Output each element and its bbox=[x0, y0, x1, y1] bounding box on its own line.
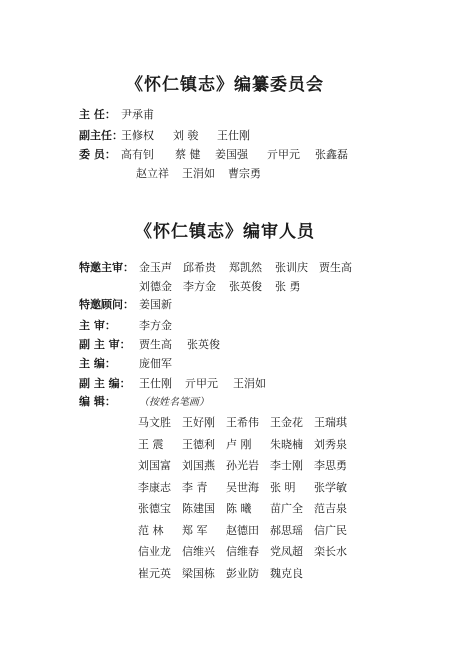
advisor-names bbox=[139, 298, 172, 312]
person-name: 庞佃军 bbox=[139, 357, 172, 370]
editors-grid-row bbox=[138, 436, 358, 458]
person-name: 姜国强 bbox=[215, 148, 248, 161]
person-name: 范 林 bbox=[138, 523, 164, 537]
members-names-1 bbox=[121, 148, 363, 162]
editors-grid-row bbox=[138, 414, 358, 436]
person-name: 张训庆 bbox=[275, 261, 308, 274]
person-name: 赵立祥 bbox=[136, 167, 169, 180]
reviewer-label: 主 审： bbox=[79, 319, 116, 332]
person-name: 贾生高 bbox=[319, 261, 352, 274]
person-name: 信维兴 bbox=[182, 545, 215, 558]
editor-in-chief-names bbox=[139, 357, 172, 371]
deputy-editor-label: 副 主 编： bbox=[79, 377, 131, 390]
person-name: 王好刚 bbox=[182, 416, 215, 429]
person-name: 王 震 bbox=[138, 437, 164, 451]
person-name: 魏克良 bbox=[270, 566, 303, 580]
committee-title: 《怀仁镇志》编纂委员会 bbox=[126, 75, 324, 95]
person-name: 王金花 bbox=[270, 416, 303, 429]
chief-reviewers-names-2 bbox=[139, 280, 319, 294]
person-name: 尹承甫 bbox=[121, 108, 154, 121]
editors-grid-row bbox=[138, 565, 358, 587]
person-name: 卢 刚 bbox=[226, 437, 252, 451]
deputy-label: 副主任： bbox=[79, 129, 123, 142]
person-name: 李思勇 bbox=[314, 459, 347, 472]
person-name: 孙光岩 bbox=[226, 459, 259, 472]
person-name: 李 青 bbox=[182, 480, 208, 494]
person-name: 王希伟 bbox=[226, 416, 259, 429]
person-name: 姜国新 bbox=[139, 298, 172, 311]
person-name: 刘德金 bbox=[139, 280, 172, 293]
editors-grid bbox=[138, 414, 358, 586]
editors-note: （按姓名笔画） bbox=[139, 397, 209, 408]
person-name: 马文胜 bbox=[138, 416, 171, 429]
editors-grid-row bbox=[138, 479, 358, 501]
person-name: 刘国富 bbox=[138, 459, 171, 472]
person-name: 张鑫磊 bbox=[315, 148, 348, 161]
person-name: 彭业防 bbox=[226, 566, 259, 580]
person-name: 范吉泉 bbox=[314, 502, 347, 515]
director-label: 主 任： bbox=[79, 108, 116, 121]
deputy-reviewer-label: 副 主 审： bbox=[79, 338, 131, 351]
deputy-names bbox=[121, 129, 265, 143]
person-name: 信广民 bbox=[314, 523, 347, 537]
person-name: 王仕刚 bbox=[139, 377, 172, 390]
person-name: 苗广全 bbox=[270, 502, 303, 515]
person-name: 郑 军 bbox=[182, 523, 208, 537]
person-name: 亓甲元 bbox=[185, 377, 218, 390]
person-name: 王涓如 bbox=[233, 377, 266, 390]
chief-reviewers-names-1 bbox=[139, 261, 363, 275]
person-name: 邱希贵 bbox=[183, 261, 216, 274]
person-name: 贾生高 bbox=[139, 338, 172, 351]
reviewer-names bbox=[139, 319, 172, 333]
person-name: 朱晓楠 bbox=[270, 437, 303, 451]
chief-reviewers-label: 特邀主审： bbox=[79, 261, 134, 274]
person-name: 蔡 健 bbox=[175, 148, 201, 161]
person-name: 党凤超 bbox=[270, 545, 303, 558]
person-name: 李方金 bbox=[139, 319, 172, 332]
person-name: 赵德田 bbox=[226, 523, 259, 537]
advisor-label: 特邀顾问： bbox=[79, 298, 134, 311]
person-name: 亓甲元 bbox=[267, 148, 300, 161]
person-name: 张德宝 bbox=[138, 502, 171, 515]
person-name: 高有钊 bbox=[121, 148, 154, 161]
review-title: 《怀仁镇志》编审人员 bbox=[135, 222, 315, 242]
person-name: 信维春 bbox=[226, 545, 259, 558]
person-name: 梁国栋 bbox=[182, 566, 215, 580]
person-name: 曹宗勇 bbox=[228, 167, 261, 180]
person-name: 栾长水 bbox=[314, 545, 347, 558]
person-name: 王德利 bbox=[182, 437, 215, 451]
editors-grid-row bbox=[138, 522, 358, 544]
person-name: 李方金 bbox=[183, 280, 216, 293]
person-name: 信业龙 bbox=[138, 545, 171, 558]
director-names bbox=[121, 108, 154, 122]
editors-grid-row bbox=[138, 543, 358, 565]
person-name: 王瑞琪 bbox=[314, 416, 347, 429]
person-name: 刘秀泉 bbox=[314, 437, 347, 451]
person-name: 刘 骏 bbox=[173, 129, 199, 142]
person-name: 王仕刚 bbox=[217, 129, 250, 142]
person-name: 陈 曦 bbox=[226, 502, 252, 515]
editor-in-chief-label: 主 编： bbox=[79, 357, 116, 370]
person-name: 郝思瑶 bbox=[270, 523, 303, 537]
person-name: 张英俊 bbox=[229, 280, 262, 293]
person-name: 张 勇 bbox=[275, 280, 301, 293]
members-names-2 bbox=[136, 167, 276, 181]
person-name: 金玉声 bbox=[139, 261, 172, 274]
person-name: 崔元英 bbox=[138, 566, 171, 580]
person-name: 王修权 bbox=[121, 129, 154, 142]
person-name: 王涓如 bbox=[182, 167, 215, 180]
person-name: 郑凯然 bbox=[229, 261, 262, 274]
deputy-reviewer-names bbox=[139, 338, 235, 352]
deputy-editor-names bbox=[139, 377, 281, 391]
person-name: 张 明 bbox=[270, 480, 296, 494]
person-name: 李士刚 bbox=[270, 459, 303, 472]
person-name: 张英俊 bbox=[187, 338, 220, 351]
editors-label: 编 辑： bbox=[79, 395, 116, 408]
person-name: 张学敏 bbox=[314, 480, 347, 494]
editors-grid-row bbox=[138, 500, 358, 522]
members-label: 委 员： bbox=[79, 148, 116, 161]
person-name: 陈建国 bbox=[182, 502, 215, 515]
person-name: 吴世海 bbox=[226, 480, 259, 494]
person-name: 李康志 bbox=[138, 480, 171, 494]
editors-grid-row bbox=[138, 457, 358, 479]
person-name: 刘国燕 bbox=[182, 459, 215, 472]
